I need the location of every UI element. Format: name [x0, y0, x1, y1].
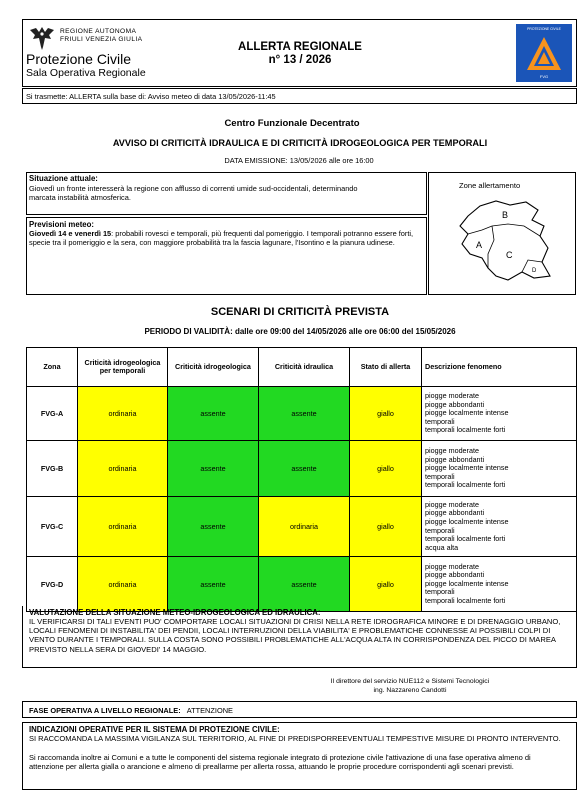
alert-number: n° 13 / 2026	[268, 54, 332, 66]
description-item: piogge moderate	[425, 499, 479, 509]
description-item: piogge moderate	[425, 561, 479, 571]
description-item: acqua alta	[425, 542, 459, 552]
phase-text-block	[29, 706, 233, 715]
alert-state-cell: giallo	[350, 497, 422, 557]
alert-title: ALLERTA REGIONALE	[238, 41, 362, 53]
civil-protection-badge	[516, 24, 572, 82]
org-name: Protezione Civile	[26, 51, 132, 67]
description-item: temporali	[425, 587, 455, 597]
map-label-b: B	[502, 210, 509, 220]
org-subtitle: Sala Operativa Regionale	[26, 67, 146, 79]
transmit-text: Si trasmette: ALLERTA sulla base di: Avviso meteo di data 13/05/2026-11:45	[26, 92, 276, 101]
description-item: piogge localmente intense	[425, 578, 509, 588]
zone-cell: FVG-B	[27, 441, 78, 497]
table-row	[27, 441, 577, 497]
col-header-hydrogeo-storm: Criticità idrogeologica per temporali	[78, 348, 168, 387]
description-item: piogge moderate	[425, 391, 479, 401]
col-header-alert-state: Stato di allerta	[350, 348, 422, 387]
map-label-d: D	[532, 268, 537, 274]
col-header-description: Descrizione fenomeno	[422, 348, 577, 387]
description-item: temporali localmente forti	[425, 595, 506, 605]
zone-cell: FVG-D	[27, 557, 78, 612]
description-cell	[422, 387, 577, 441]
hydrogeo-storm-cell: ordinaria	[78, 441, 168, 497]
description-item: piogge localmente intense	[425, 516, 509, 526]
alert-state-cell: giallo	[350, 441, 422, 497]
description-item: piogge localmente intense	[425, 463, 509, 473]
description-item: piogge abbondanti	[425, 508, 485, 518]
emission-date: DATA EMISSIONE: 13/05/2026 alle ore 16:00	[224, 156, 374, 165]
table-row	[27, 557, 577, 612]
forecast-text: : probabili rovesci e temporali, più frequenti dal pomeriggio. I temporali potranno essere forti, specie tra il pomeriggio e la sera, con maggiore probabilità tra la fascia lagunare, l'Isontino e la pianura udinese.	[29, 229, 414, 248]
evaluation-label: VALUTAZIONE DELLA SITUAZIONE METEO-IDROGEOLOGICA ED IDRAULICA:	[29, 608, 321, 617]
hydrogeo-storm-cell: ordinaria	[78, 497, 168, 557]
description-item: piogge abbondanti	[425, 454, 485, 464]
hydrogeo-storm-cell: ordinaria	[78, 387, 168, 441]
zone-cell: FVG-A	[27, 387, 78, 441]
hydrogeo-storm-cell: ordinaria	[78, 557, 168, 612]
description-cell	[422, 557, 577, 612]
forecast-text-block	[29, 229, 419, 247]
description-item: piogge moderate	[425, 446, 479, 456]
table-row	[27, 497, 577, 557]
phase-label: FASE OPERATIVA A LIVELLO REGIONALE:	[29, 706, 181, 715]
hydraulic-cell: assente	[259, 557, 350, 612]
hydrogeo-cell: assente	[168, 557, 259, 612]
hydrogeo-cell: assente	[168, 441, 259, 497]
description-item: temporali	[425, 471, 455, 481]
region-name-line1: REGIONE AUTONOMA	[60, 28, 137, 35]
indications-text1: SI RACCOMANDA LA MASSIMA VIGILANZA SUL TERRITORIO, AL FINE DI PREDISPORREEVENTUALI TEMPESTIVE MISURE DI PRONTO INTERVENTO.	[29, 734, 561, 743]
description-item: piogge abbondanti	[425, 399, 485, 409]
description-item: piogge abbondanti	[425, 570, 485, 580]
description-item: temporali localmente forti	[425, 480, 506, 490]
signature-line2: ing. Nazzareno Candotti	[373, 687, 447, 694]
description-item: temporali localmente forti	[425, 425, 506, 435]
hydraulic-cell: ordinaria	[259, 497, 350, 557]
scenarios-title: SCENARI DI CRITICITÀ PREVISTA	[210, 306, 390, 318]
col-header-hydraulic: Criticità idraulica	[259, 348, 350, 387]
evaluation-text: IL VERIFICARSI DI TALI EVENTI PUO' COMPORTARE LOCALI SITUAZIONI DI CRISI NELLA RETE IDROGRAFICA MINORE E DI DRENAGGIO URBANO, LOCALI FENOMENI DI INSTABILITA' DEI PENDII, LOCALI INTERRUZIONI DELLA VIABILITA' E PROBLEMATICHE CONNESSE AI POSSIBILI COLPI DI VENTO DURANTE I TEMPORALI. SULLA COSTA SONO POSSIBILI PROBLEMATICHE ALL'ACQUA ALTA IN CORRISPONDENZA DEL PICCO DI MAREA PREVISTO NELLA SERA DI GIOVEDI' 14 MAGGIO.	[29, 617, 561, 654]
hydrogeo-cell: assente	[168, 387, 259, 441]
alert-state-cell: giallo	[350, 387, 422, 441]
zones-map	[448, 196, 558, 284]
notice-title: AVVISO DI CRITICITÀ IDRAULICA E DI CRITICITÀ IDROGEOLOGICA PER TEMPORALI	[112, 138, 488, 148]
zones-map-title: Zone allertamento	[459, 181, 521, 190]
hydraulic-cell: assente	[259, 387, 350, 441]
description-item: piogge localmente intense	[425, 408, 509, 418]
signature-line1: Il direttore del servizio NUE112 e Sistemi Tecnologici	[330, 678, 490, 685]
region-logo	[27, 25, 57, 51]
description-cell	[422, 497, 577, 557]
badge-bottom-text: FVG	[539, 74, 549, 79]
col-header-zone: Zona	[27, 348, 78, 387]
zone-cell: FVG-C	[27, 497, 78, 557]
description-cell	[422, 441, 577, 497]
table-header-row	[27, 348, 577, 387]
badge-top-text: PROTEZIONE CIVILE	[527, 27, 561, 31]
situation-label: Situazione attuale:	[29, 174, 98, 183]
region-name-line2: FRIULI VENEZIA GIULIA	[60, 36, 143, 43]
hydrogeo-cell: assente	[168, 497, 259, 557]
eagle-icon	[27, 25, 57, 51]
map-zone-border-ac	[488, 226, 494, 268]
map-label-c: C	[506, 250, 513, 260]
description-item: temporali	[425, 525, 455, 535]
indications-text2: Si raccomanda inoltre ai Comuni e a tutte le componenti del sistema regionale integrato di protezione civile l'attivazione di una fase operativa almeno di attenzione per allerta gialla o arancione e almeno di preallarme per allerta rossa, attuando le proprie procedure corrispondenti agli scenari previsti.	[29, 753, 531, 772]
triangle-emblem-icon	[524, 34, 564, 74]
validity-period: PERIODO DI VALIDITÀ: dalle ore 09:00 del 14/05/2026 alle ore 06:00 del 15/05/2026	[144, 327, 456, 336]
centre-title: Centro Funzionale Decentrato	[224, 118, 360, 129]
map-zone-border-ab	[468, 224, 540, 236]
indications-label: INDICAZIONI OPERATIVE PER IL SISTEMA DI PROTEZIONE CIVILE:	[29, 725, 280, 734]
alert-state-cell: giallo	[350, 557, 422, 612]
description-item: temporali	[425, 416, 455, 426]
forecast-label: Previsioni meteo:	[29, 220, 94, 229]
forecast-days: Giovedì 14 e venerdì 15	[29, 229, 112, 238]
hydraulic-cell: assente	[259, 441, 350, 497]
table-row	[27, 387, 577, 441]
situation-text: Giovedì un fronte interesserà la regione con afflusso di correnti umide sud-occidentali, determinando marcata instabilità atmosferica.	[29, 184, 358, 203]
description-item: temporali localmente forti	[425, 534, 506, 544]
map-label-a: A	[476, 240, 483, 250]
scenarios-table	[26, 347, 577, 612]
phase-value: ATTENZIONE	[186, 706, 233, 715]
col-header-hydrogeo: Criticità idrogeologica	[168, 348, 259, 387]
